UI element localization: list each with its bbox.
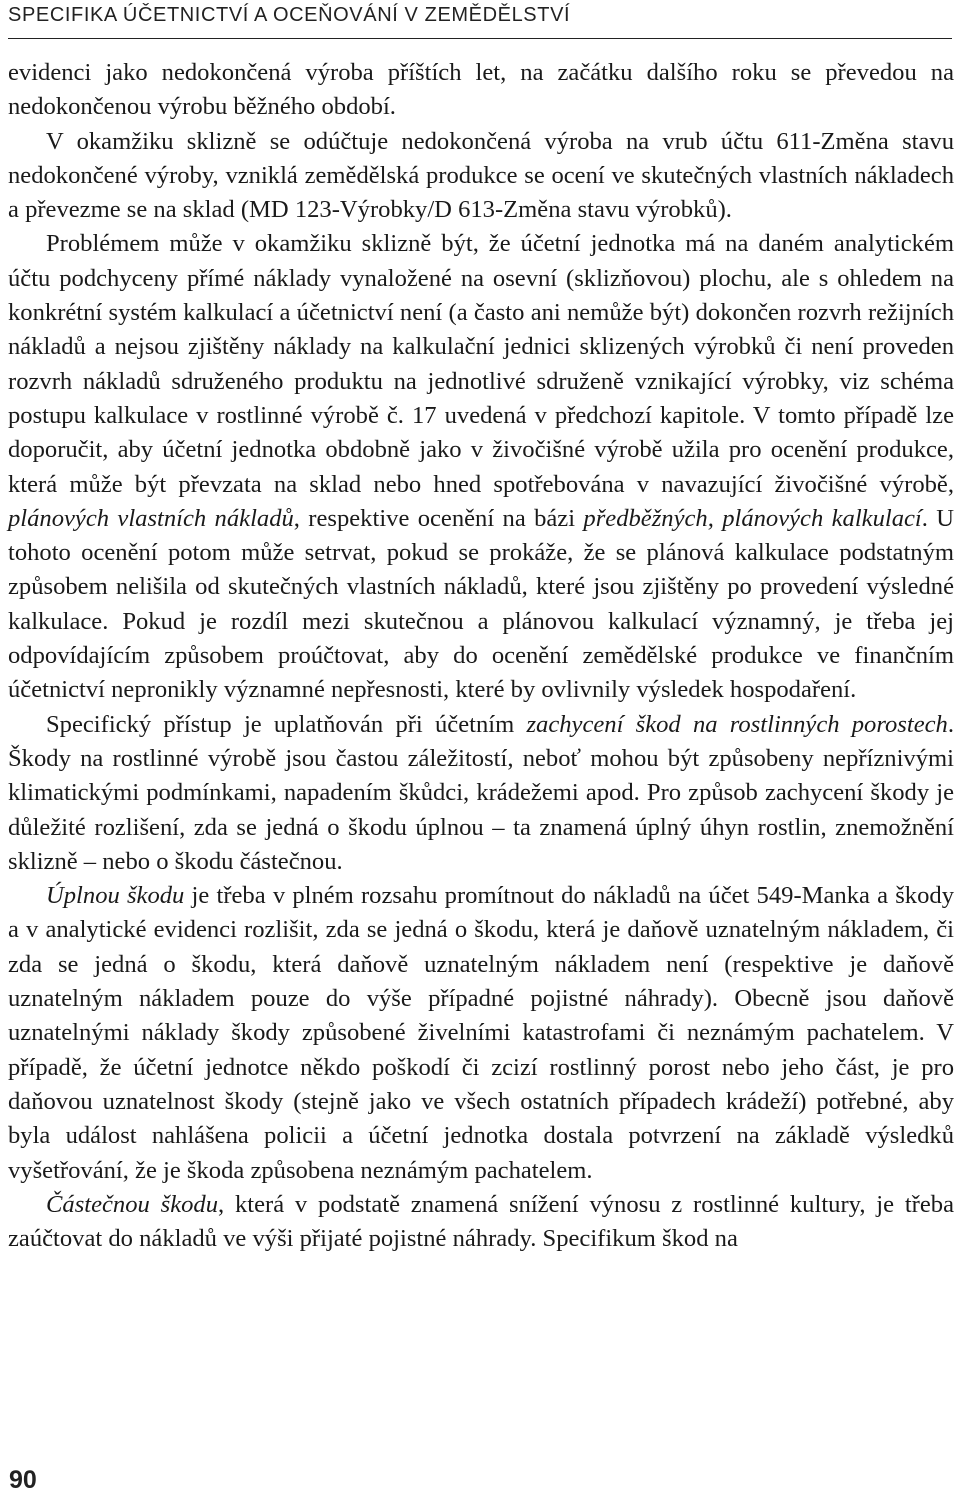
paragraph-text: je třeba v plném rozsahu promítnout do nákladů na účet 549-Manka a škody a v analytické evidenci rozlišit, zda se jedná o škodu, která je daňově uznatelným nákladem, či zda se jedná o škodu, která daňově uznatelným nákladem není (respektive je daňově uznatelným nákladem pouze do výše případné pojistné náhrady). Obecně jsou daňově uznatelnými náklady škody způsobené živelními katastrofami či neznámým pachatelem. V případě, že účetní jednotce někdo poškodí či zcizí rostlinný porost nebo jeho část, je pro daňovou uznatelnost škody (stejně jako ve všech ostatních případech krádeží) potřebné, aby byla událost nahlášena policii a účetní jednotka dostala potvrzení na základě výsledků vyšetřování, že je škoda způsobena neznámým pachatelem. [8,882,954,1184]
emphasis-text: plánových vlastních nákladů [8,504,294,532]
paragraph-continued [8,56,954,125]
paragraph [8,227,954,707]
paragraph-text: Problémem může v okamžiku sklizně být, že účetní jednotka má na daném analytickém účtu podchyceny přímé náklady vynaložené na osevní (sklizňovou) plochu, ale s ohledem na konkrétní systém kalkulací a účetnictví není (a často ani nemůže být) dokončen rozvrh režijních nákladů a nejsou zjištěny náklady na kalkulační jednici sklizených výrobků či není proveden rozvrh nákladů sdruženého produktu na jednotlivé sdruženě vznikající výrobky, viz schéma postupu kalkulace v rostlinné výrobě č. 17 uvedená v předchozí kapitole. V tomto případě lze doporučit, aby účetní jednotka obdobně jako v živočišné výrobě užila pro ocenění produkce, která může být převzata na sklad nebo hned spotřebována v navazující živočišné výrobě, [8,230,954,498]
emphasis-text: Úplnou škodu [46,882,185,910]
paragraph-text: . U tohoto ocenění potom může setrvat, pokud se prokáže, že se plánová kalkulace podstatným způsobem nelišila od skutečných vlastních nákladů, které jsou zjištěny po provedení výsledné kalkulace. Pokud je rozdíl mezi skutečnou a plánovou kalkulací významný, je třeba jej odpovídajícím způsobem proúčtovat, aby do ocenění zemědělské produkce ve finančním účetnictví nepronikly významné nepřesnosti, které by ovlivnily výsledek hospodaření. [8,504,955,704]
paragraph [8,708,954,879]
paragraph [8,125,954,228]
body-text [8,56,954,1256]
paragraph [8,1188,954,1257]
paragraph-text: V okamžiku sklizně se odúčtuje nedokončená výroba na vrub účtu 611-Změna stavu nedokončené výroby, vzniklá zemědělská produkce se ocení ve skutečných vlastních nákladech a převezme se na sklad (MD 123-Výrobky/D 613-Změna stavu výrobků). [8,127,954,224]
paragraph-text: evidenci jako nedokončená výroba příštích let, na začátku dalšího roku se převedou na nedokončenou výrobu běžného období. [8,59,954,121]
paragraph-text: , která v podstatě znamená snížení výnosu z rostlinné kultury, je třeba zaúčtovat do nákladů ve výši přijaté pojistné náhrady. Specifikum škod na [8,1190,954,1253]
paragraph-text: . Škody na rostlinné výrobě jsou častou záležitostí, neboť mohou být způsobeny nepříznivými klimatickými podmínkami, napadením škůdci, krádežemi apod. Pro způsob zachycení škody je důležité rozlišení, zda se jedná o škodu úplnou – ta znamená úplný úhyn rostlin, znemožnění sklizně – nebo o škodu částečnou. [8,710,954,875]
emphasis-text: zachycení škod na rostlinných porostech [526,710,948,738]
running-header: SPECIFIKA ÚČETNICTVÍ A OCEŇOVÁNÍ V ZEMĚDĚLSTVÍ [8,4,571,26]
emphasis-text: Částečnou škodu [46,1190,219,1218]
header-rule [8,38,952,39]
paragraph [8,879,954,1188]
paragraph-text: , respektive ocenění na bázi [293,504,584,532]
emphasis-text: předběžných, plánových kalkulací [583,504,922,532]
page-number: 90 [9,1466,37,1494]
paragraph-text: Specifický přístup je uplatňován při účetním [46,710,527,738]
